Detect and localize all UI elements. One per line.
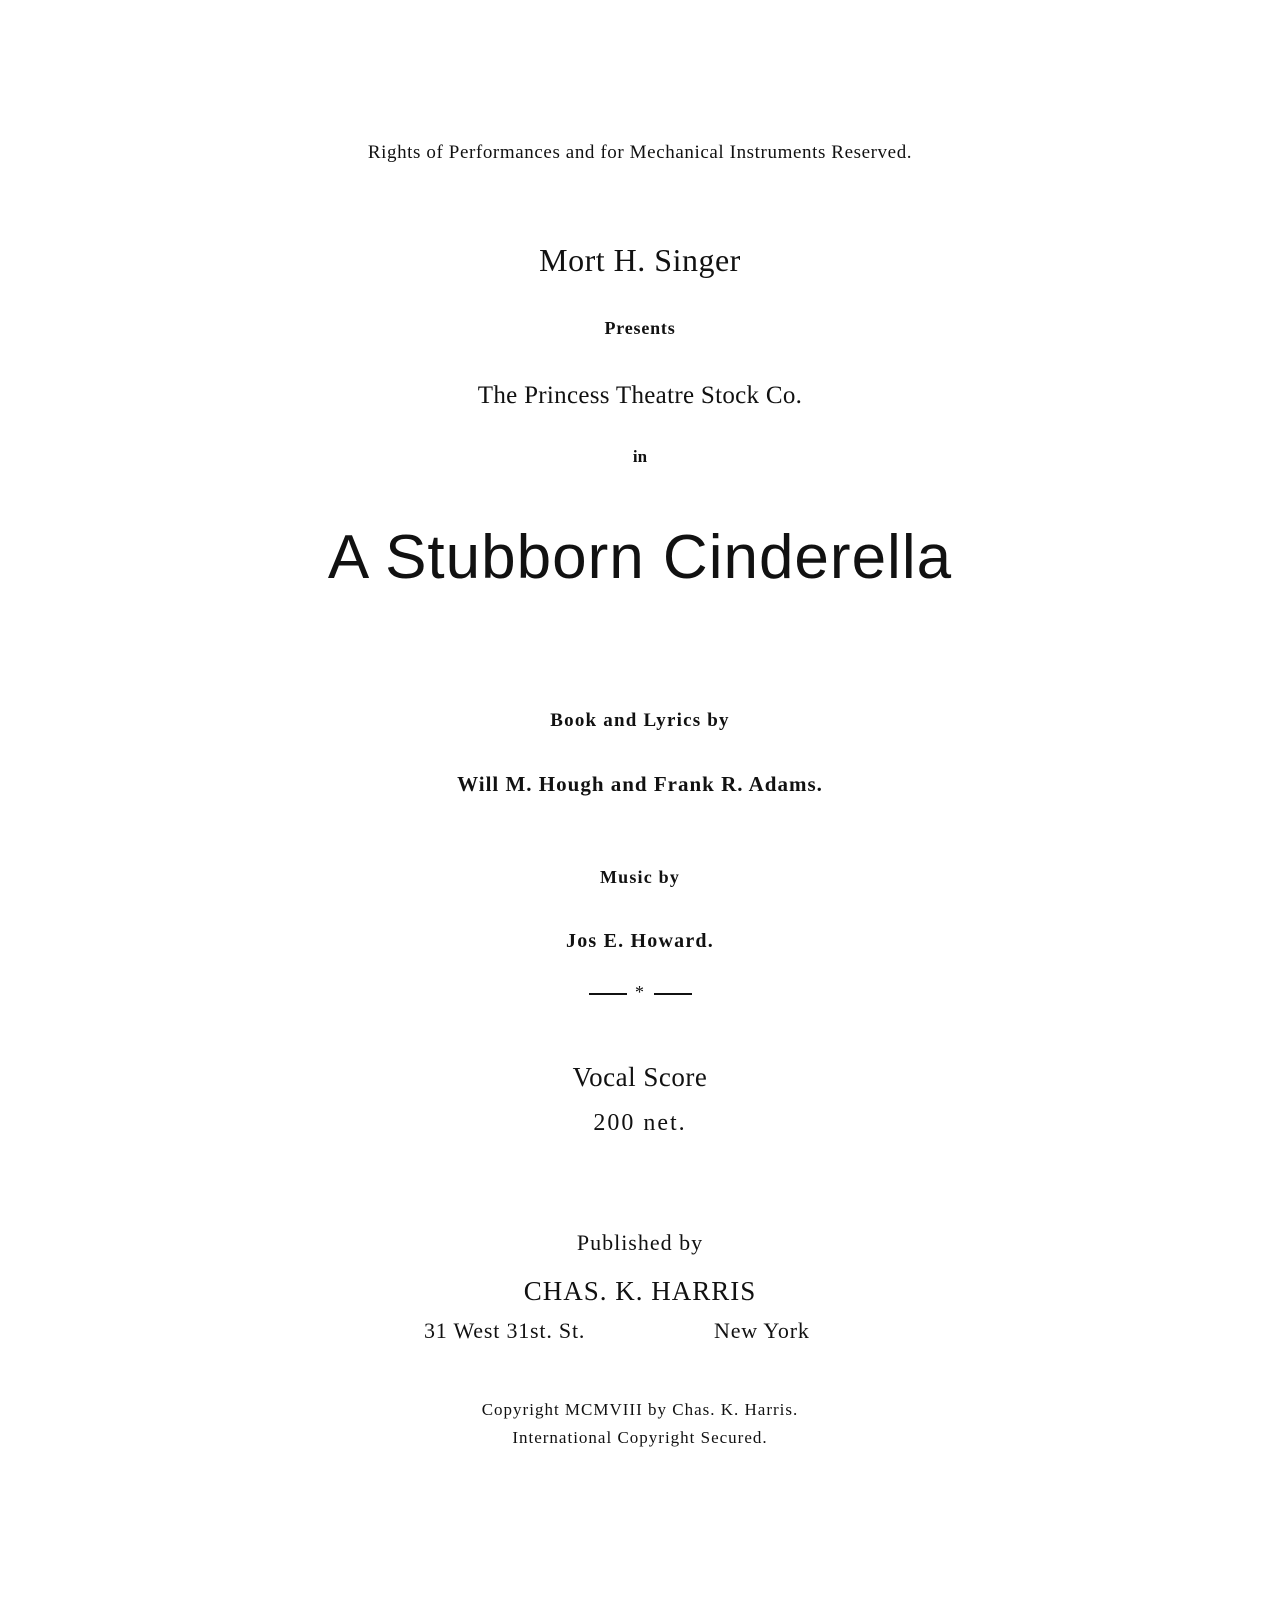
composer-name: Jos E. Howard. xyxy=(566,930,714,952)
company-name: The Princess Theatre Stock Co. xyxy=(477,382,803,409)
copyright-line: Copyright MCMVIII by Chas. K. Harris. xyxy=(481,1400,799,1419)
connector-in: in xyxy=(632,447,648,466)
presents-label: Presents xyxy=(604,318,676,338)
publisher-city: New York xyxy=(714,1318,810,1343)
price-label: 200 net. xyxy=(593,1110,687,1136)
ornament-right-rule xyxy=(654,993,692,995)
publisher-name: CHAS. K. HARRIS xyxy=(523,1276,757,1306)
rights-notice: Rights of Performances and for Mechanical Instruments Reserved. xyxy=(367,142,913,163)
presenter-name: Mort H. Singer xyxy=(539,242,741,278)
music-label: Music by xyxy=(599,867,681,887)
ornament-divider xyxy=(0,982,1280,1003)
published-by-label: Published by xyxy=(576,1230,704,1255)
publisher-street: 31 West 31st. St. xyxy=(424,1318,586,1343)
ornament-asterisk: * xyxy=(635,982,645,1002)
vocal-score-label: Vocal Score xyxy=(572,1062,708,1092)
international-copyright-line: International Copyright Secured. xyxy=(512,1428,768,1447)
book-lyrics-authors: Will M. Hough and Frank R. Adams. xyxy=(457,772,823,796)
work-title: A Stubborn Cinderella xyxy=(327,523,953,592)
book-lyrics-label: Book and Lyrics by xyxy=(550,710,730,731)
ornament-left-rule xyxy=(589,993,627,995)
